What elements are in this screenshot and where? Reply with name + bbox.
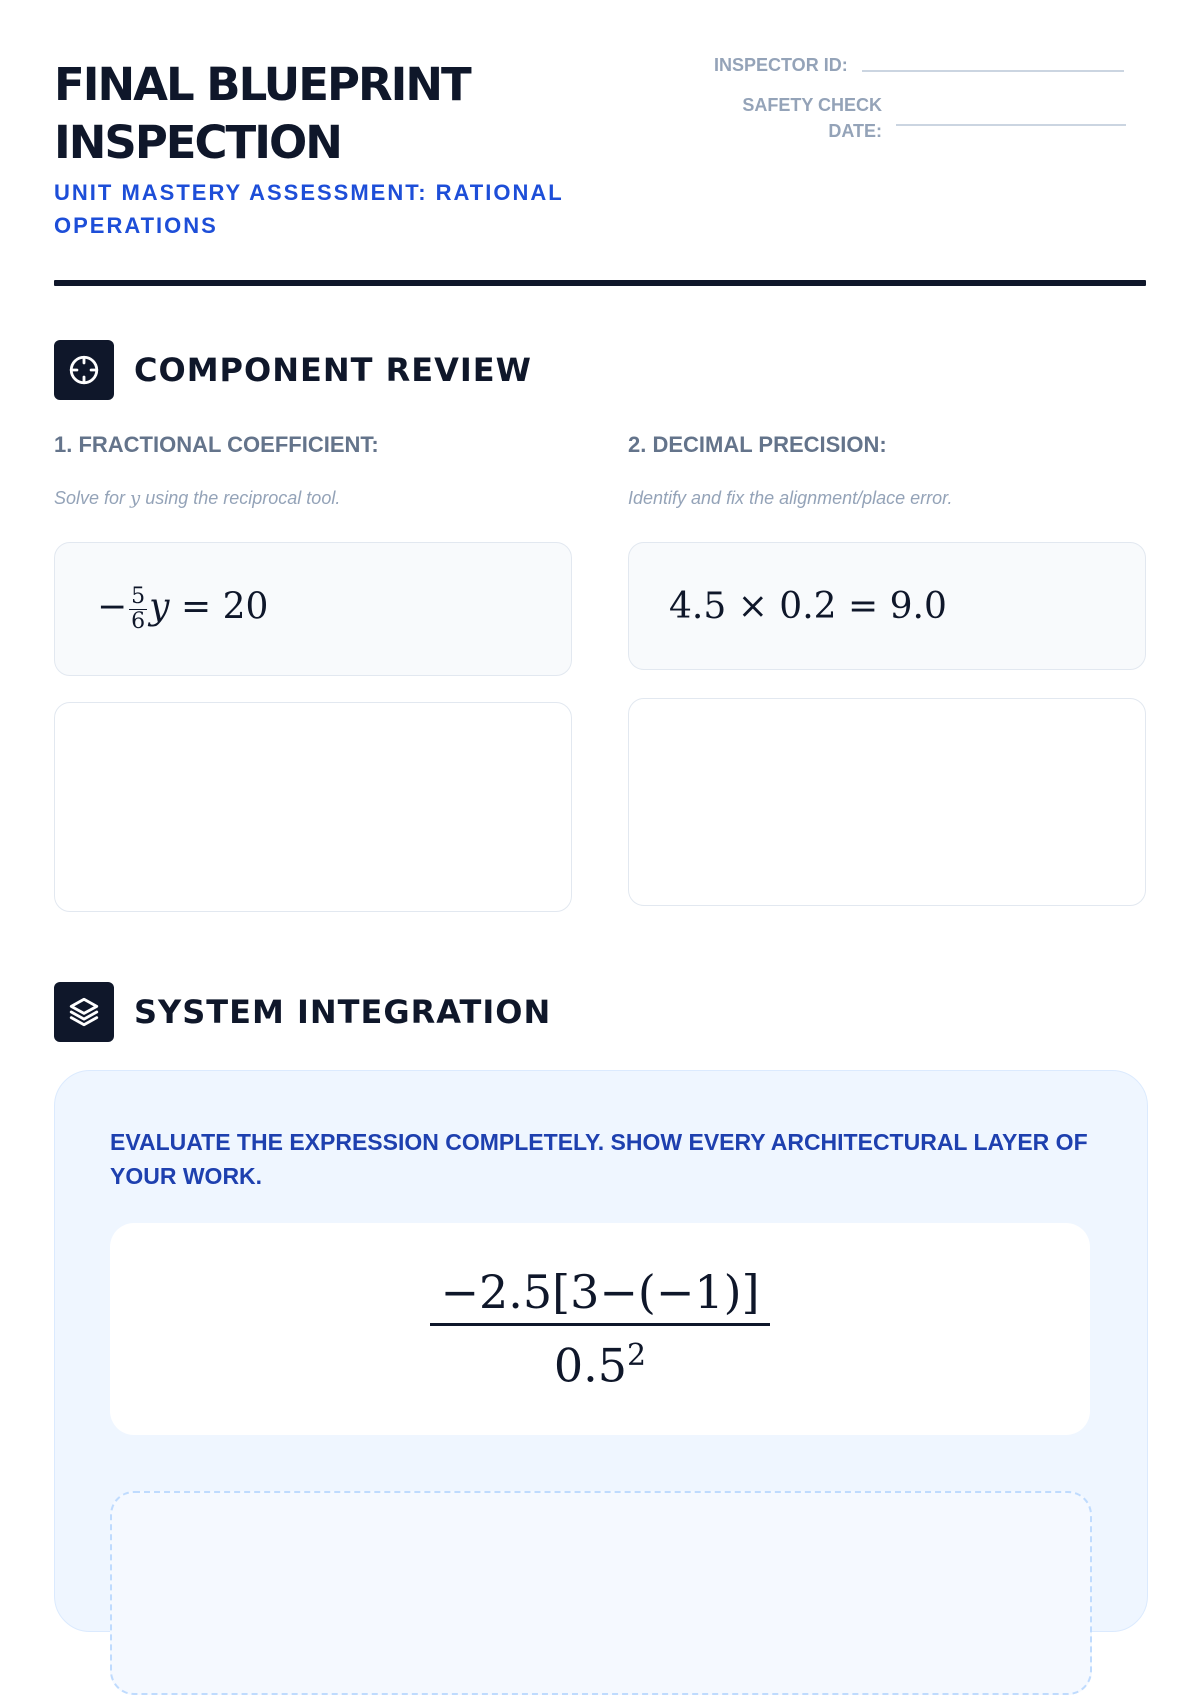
fraction-denominator: 6 <box>131 608 146 634</box>
page-title: FINAL BLUEPRINT INSPECTION <box>54 58 470 169</box>
system-integration-header <box>54 982 551 1042</box>
component-review-title: COMPONENT REVIEW <box>134 351 532 389</box>
worksheet-page <box>54 0 1146 1600</box>
problem-2-hint: Identify and fix the alignment/place error. <box>628 488 953 508</box>
component-review-header <box>54 340 532 400</box>
problem-1-hint <box>54 488 340 509</box>
integration-work-area[interactable] <box>110 1491 1092 1695</box>
expression-denominator <box>554 1326 646 1395</box>
safety-date-field[interactable] <box>896 124 1126 126</box>
header-divider <box>54 280 1146 286</box>
crosshair-icon <box>54 340 114 400</box>
inspector-id-row <box>714 52 1124 78</box>
hint-text-before: Solve for <box>54 488 131 508</box>
problem-1-equation <box>97 585 268 634</box>
denominator-exponent: 2 <box>627 1337 647 1373</box>
system-integration-title: SYSTEM INTEGRATION <box>134 993 552 1031</box>
fraction-numerator: 5 <box>131 583 146 609</box>
safety-date-label-line2: DATE: <box>828 121 882 141</box>
integration-instruction: EVALUATE THE EXPRESSION COMPLETELY. SHOW EVERY ARCHITECTURAL LAYER OF YOUR WORK. <box>110 1129 1088 1189</box>
inspector-id-label: INSPECTOR ID: <box>714 55 848 75</box>
layers-icon <box>54 982 114 1042</box>
expression-box <box>110 1223 1090 1435</box>
inspector-id-field[interactable] <box>862 70 1124 72</box>
page-subtitle: UNIT MASTERY ASSESSMENT: RATIONAL OPERATIONS <box>54 180 564 238</box>
problem-1-work-area[interactable] <box>54 702 572 912</box>
safety-date-label <box>714 92 882 144</box>
equation-fraction <box>129 585 147 634</box>
problem-1-equation-box <box>54 542 572 676</box>
equation-rest: = 20 <box>169 586 269 627</box>
expression-numerator: −2.5[3−(−1)] <box>430 1263 769 1326</box>
expression-fraction <box>430 1263 769 1395</box>
safety-date-row <box>714 92 1126 144</box>
hint-variable: y <box>130 488 141 509</box>
denominator-base: 0.5 <box>553 1338 628 1393</box>
safety-date-label-line1: SAFETY CHECK <box>742 95 882 115</box>
problem-2-equation: 4.5 × 0.2 = 9.0 <box>669 585 947 627</box>
problem-2-label: 2. DECIMAL PRECISION: <box>628 432 887 457</box>
hint-text-after: using the reciprocal tool. <box>140 488 341 508</box>
problem-2-work-area[interactable] <box>628 698 1146 906</box>
problem-1-label: 1. FRACTIONAL COEFFICIENT: <box>54 432 379 457</box>
equation-sign: − <box>97 586 128 627</box>
equation-variable: y <box>149 586 170 627</box>
problem-2-equation-box <box>628 542 1146 670</box>
integration-panel <box>54 1070 1148 1632</box>
